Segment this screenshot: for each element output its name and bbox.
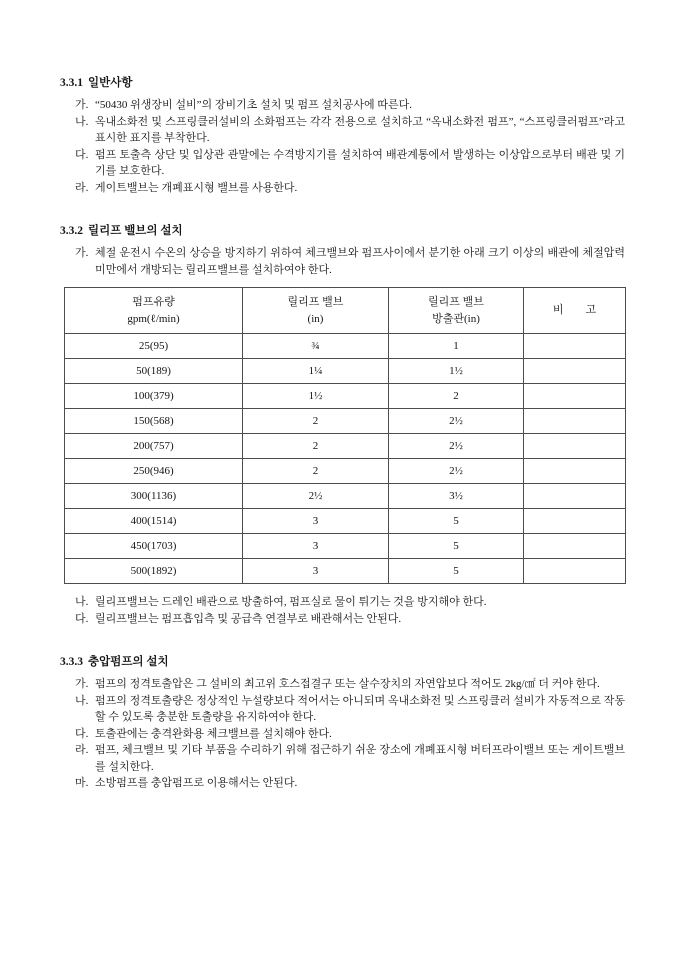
section-heading: [60, 222, 625, 238]
table-header-relief-valve: [243, 288, 389, 334]
section-3-3-3: [60, 653, 625, 792]
section-number: 3.3.1: [60, 77, 83, 89]
table-row: [65, 334, 626, 359]
relief-valve-table: [64, 287, 626, 584]
table-header-discharge-pipe: [389, 288, 524, 334]
item-text: 펌프의 정격토출량은 정상적인 누설량보다 적어서는 아니되며 옥내소화전 및 스프링클러 설비가 자동적으로 작동할 수 있도록 충분한 토출량을 유지하여야 한다.: [95, 694, 625, 723]
item-label: 라.: [75, 744, 89, 756]
table-row: [65, 559, 626, 584]
cell-remarks: [524, 484, 626, 509]
section-title: 릴리프 밸브의 설치: [88, 225, 183, 237]
table-row: [65, 409, 626, 434]
section-title: 일반사항: [88, 77, 133, 89]
section-items: [60, 97, 625, 196]
header-line: 펌프유량: [132, 295, 175, 308]
section-3-3-2: [60, 222, 625, 627]
cell-remarks: [524, 334, 626, 359]
item-text: “50430 위생장비 설비”의 장비기초 설치 및 펌프 설치공사에 따른다.: [95, 99, 413, 111]
list-item: [75, 594, 625, 611]
item-text: 릴리프밸브는 드레인 배관으로 방출하여, 펌프실로 물이 튀기는 것을 방지해야 한다.: [95, 596, 487, 608]
header-line: (in): [307, 312, 324, 325]
cell-valve-size: 3: [243, 534, 389, 559]
cell-valve-size: 2: [243, 409, 389, 434]
table-row: [65, 459, 626, 484]
list-item: [75, 245, 625, 278]
cell-valve-size: 3: [243, 509, 389, 534]
list-item: [75, 726, 625, 743]
cell-remarks: [524, 459, 626, 484]
cell-valve-size: ¾: [243, 334, 389, 359]
section-3-3-1: [60, 74, 625, 196]
cell-pipe-size: 2: [389, 384, 524, 409]
section-heading: [60, 653, 625, 669]
cell-flow: 300(1136): [65, 484, 243, 509]
cell-valve-size: 1½: [243, 384, 389, 409]
section-title: 충압펌프의 설치: [88, 656, 169, 668]
item-text: 펌프, 체크밸브 및 기타 부품을 수리하기 위해 접근하기 쉬운 장소에 개폐표시형 버터프라이밸브 또는 게이트밸브를 설치한다.: [95, 744, 625, 773]
cell-remarks: [524, 359, 626, 384]
cell-remarks: [524, 434, 626, 459]
cell-pipe-size: 2½: [389, 409, 524, 434]
item-text: 소방펌프를 충압펌프로 이용해서는 안된다.: [95, 777, 298, 789]
section-items: [60, 676, 625, 792]
item-label: 가.: [75, 247, 89, 259]
item-label: 나.: [75, 596, 89, 608]
header-line: 비 고: [552, 304, 597, 316]
cell-valve-size: 3: [243, 559, 389, 584]
table-row: [65, 434, 626, 459]
item-label: 나.: [75, 115, 89, 128]
table-row: [65, 384, 626, 409]
cell-pipe-size: 2½: [389, 459, 524, 484]
cell-pipe-size: 1: [389, 334, 524, 359]
list-item: [75, 611, 625, 628]
item-text: 펌프 토출측 상단 및 입상관 관말에는 수격방지기를 설치하여 배관계통에서 발생하는 이상압으로부터 배관 및 기기를 보호한다.: [95, 148, 625, 177]
cell-remarks: [524, 509, 626, 534]
item-label: 다.: [75, 148, 89, 161]
list-item: [75, 114, 625, 147]
cell-pipe-size: 5: [389, 559, 524, 584]
item-text: 옥내소화전 및 스프링클러설비의 소화펌프는 각각 전용으로 설치하고 “옥내소화전 펌프”, “스프링클러펌프”라고 표시한 표지를 부착한다.: [95, 115, 625, 144]
cell-remarks: [524, 384, 626, 409]
section-heading: [60, 74, 625, 90]
header-line: 릴리프 밸브: [287, 295, 344, 308]
section-number: 3.3.2: [60, 225, 83, 237]
cell-valve-size: 2½: [243, 484, 389, 509]
item-label: 마.: [75, 777, 89, 789]
list-item: [75, 775, 625, 792]
cell-remarks: [524, 534, 626, 559]
item-label: 가.: [75, 678, 89, 690]
cell-valve-size: 1¼: [243, 359, 389, 384]
list-item: [75, 97, 625, 114]
list-item: [75, 742, 625, 775]
cell-pipe-size: 3½: [389, 484, 524, 509]
cell-flow: 250(946): [65, 459, 243, 484]
list-item: [75, 693, 625, 726]
cell-remarks: [524, 409, 626, 434]
cell-valve-size: 2: [243, 459, 389, 484]
cell-flow: 200(757): [65, 434, 243, 459]
header-line: 릴리프 밸브: [428, 295, 484, 308]
table-header-row: [65, 288, 626, 334]
table-row: [65, 509, 626, 534]
item-label: 라.: [75, 181, 89, 194]
item-text: 릴리프밸브는 펌프흡입측 및 공급측 연결부로 배관해서는 안된다.: [95, 612, 402, 625]
item-text: 게이트밸브는 개폐표시형 밸브를 사용한다.: [95, 181, 298, 194]
cell-pipe-size: 5: [389, 534, 524, 559]
item-label: 가.: [75, 99, 89, 111]
list-item: [75, 180, 625, 197]
item-label: 다.: [75, 612, 89, 625]
table-header-remarks: [524, 288, 626, 334]
cell-valve-size: 2: [243, 434, 389, 459]
cell-flow: 400(1514): [65, 509, 243, 534]
header-line: 방출관(in): [432, 312, 480, 325]
cell-flow: 50(189): [65, 359, 243, 384]
item-label: 다.: [75, 727, 89, 740]
cell-pipe-size: 2½: [389, 434, 524, 459]
cell-flow: 500(1892): [65, 559, 243, 584]
table-header-pump-flow: [65, 288, 243, 334]
cell-remarks: [524, 559, 626, 584]
list-item: [75, 676, 625, 693]
item-text: 체절 운전시 수온의 상승을 방지하기 위하여 체크밸브와 펌프사이에서 분기한 아래 크기 이상의 배관에 체절압력 미만에서 개방되는 릴리프밸브를 설치하여야 한다.: [95, 247, 625, 276]
cell-flow: 100(379): [65, 384, 243, 409]
table-row: [65, 359, 626, 384]
cell-flow: 150(568): [65, 409, 243, 434]
header-line: gpm(ℓ/min): [127, 312, 180, 325]
list-item: [75, 147, 625, 180]
cell-pipe-size: 1½: [389, 359, 524, 384]
table-row: [65, 534, 626, 559]
section-number: 3.3.3: [60, 656, 83, 668]
cell-flow: 25(95): [65, 334, 243, 359]
table-row: [65, 484, 626, 509]
item-label: 나.: [75, 694, 89, 707]
section-items: [60, 245, 625, 627]
item-text: 토출관에는 충격완화용 체크밸브를 설치해야 한다.: [95, 727, 332, 740]
cell-flow: 450(1703): [65, 534, 243, 559]
cell-pipe-size: 5: [389, 509, 524, 534]
item-text: 펌프의 정격토출압은 그 설비의 최고위 호스접결구 또는 살수장치의 자연압보다 적어도 2kg/㎠ 더 커야 한다.: [95, 678, 600, 690]
